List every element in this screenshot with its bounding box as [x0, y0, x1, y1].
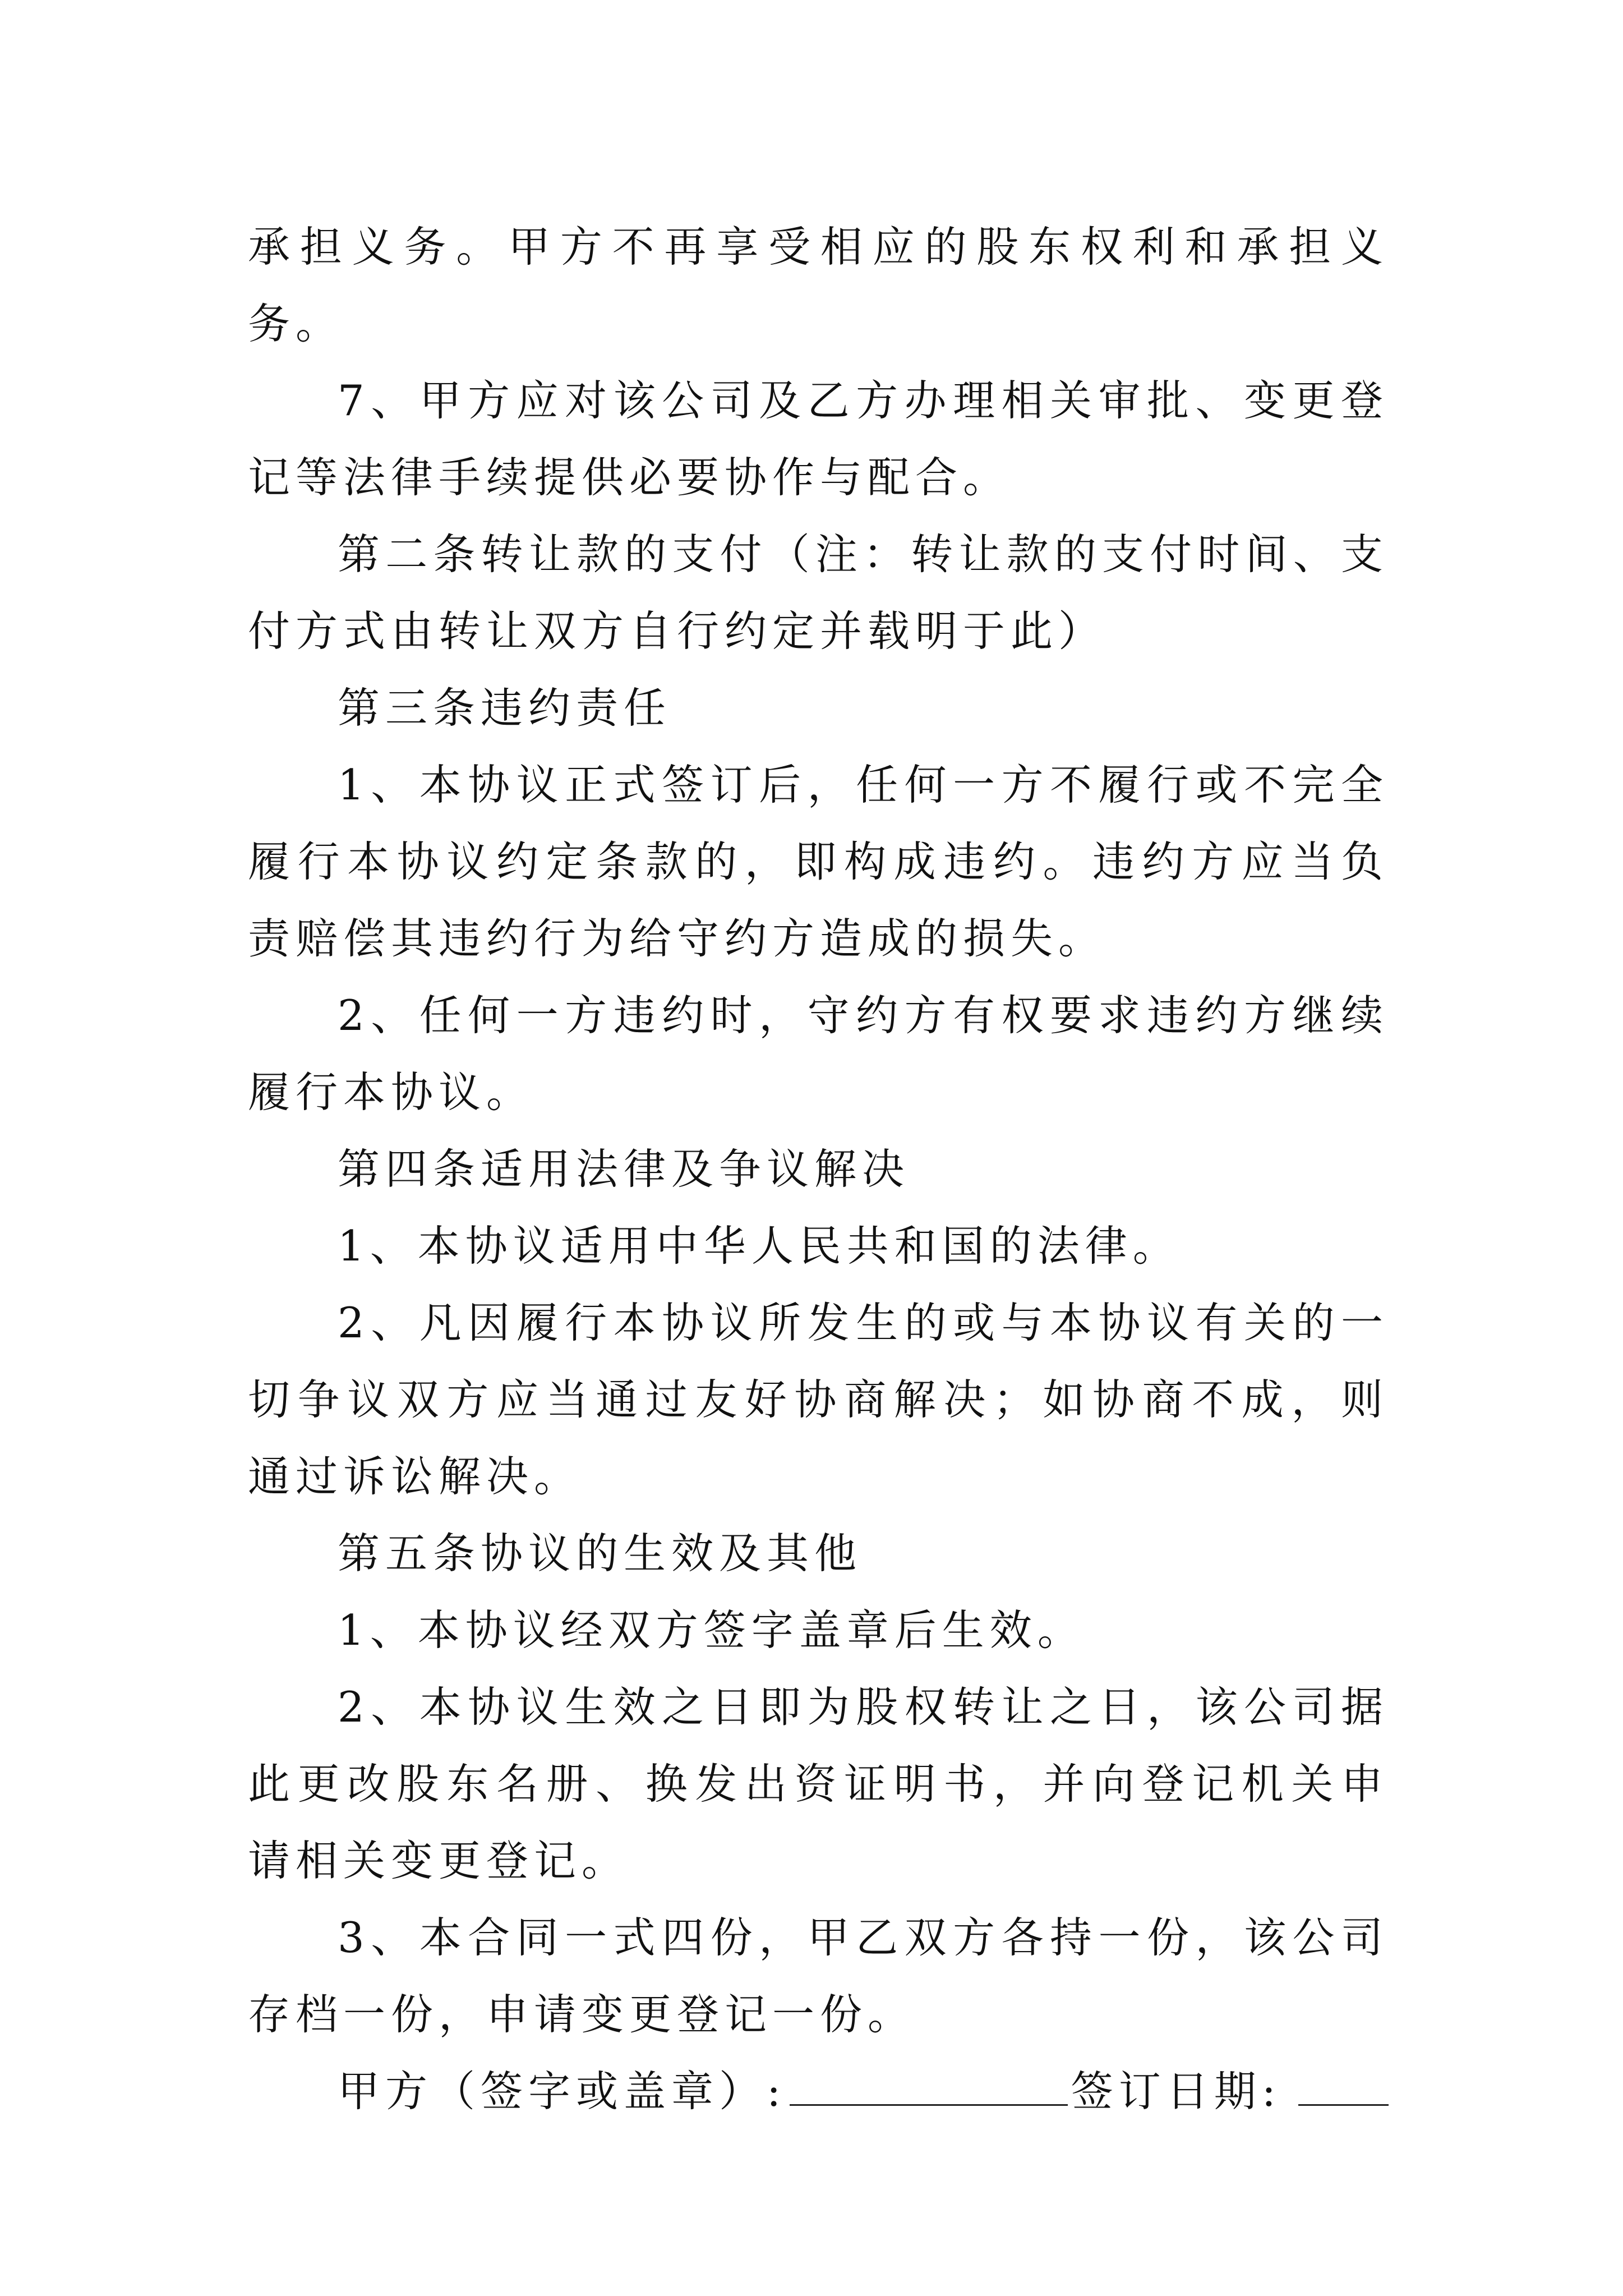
article-4-heading: 第四条适用法律及争议解决: [338, 1144, 910, 1194]
signing-date-blank[interactable]: [1298, 2104, 1389, 2106]
paragraph-2: 7、甲方应对该公司及乙方办理相关审批、变更登记等法律手续提供必要协作与配合。: [248, 376, 1389, 502]
document-page: [248, 209, 1389, 2130]
article-5-heading: 第五条协议的生效及其他: [338, 1529, 863, 1578]
signature-line: [248, 2053, 1389, 2130]
article-5-clause-3: 3、本合同一式四份，甲乙双方各持一份，该公司存档一份，申请变更登记一份。: [248, 1913, 1389, 2039]
party-a-signature-label: 甲方（签字或盖章）:: [338, 2067, 787, 2116]
article-5-clause-2: 2、本协议生效之日即为股权转让之日，该公司据此更改股东名册、换发出资证明书，并向登记机关申请相关变更登记。: [248, 1682, 1389, 1885]
article-5-clause-1: 1、本协议经双方签字盖章后生效。: [338, 1605, 1085, 1655]
paragraph-1: 承担义务。甲方不再享受相应的股东权利和承担义务。: [248, 222, 1389, 348]
signing-date-label: 签订日期:: [1071, 2067, 1282, 2116]
article-4-clause-1: 1、本协议适用中华人民共和国的法律。: [338, 1221, 1181, 1271]
article-4-clause-2: 2、凡因履行本协议所发生的或与本协议有关的一切争议双方应当通过友好协商解决；如协商不成，则通过诉讼解决。: [248, 1298, 1389, 1501]
article-3-heading: 第三条违约责任: [338, 683, 672, 733]
article-3-clause-2: 2、任何一方违约时，守约方有权要求违约方继续履行本协议。: [248, 991, 1389, 1117]
party-a-signature-blank[interactable]: [790, 2104, 1068, 2106]
article-2-heading: 第二条转让款的支付（注：转让款的支付时间、支付方式由转让双方自行约定并载明于此）: [248, 530, 1389, 656]
article-3-clause-1: 1、本协议正式签订后，任何一方不履行或不完全履行本协议约定条款的，即构成违约。违约方应当负责赔偿其违约行为给守约方造成的损失。: [248, 760, 1389, 963]
